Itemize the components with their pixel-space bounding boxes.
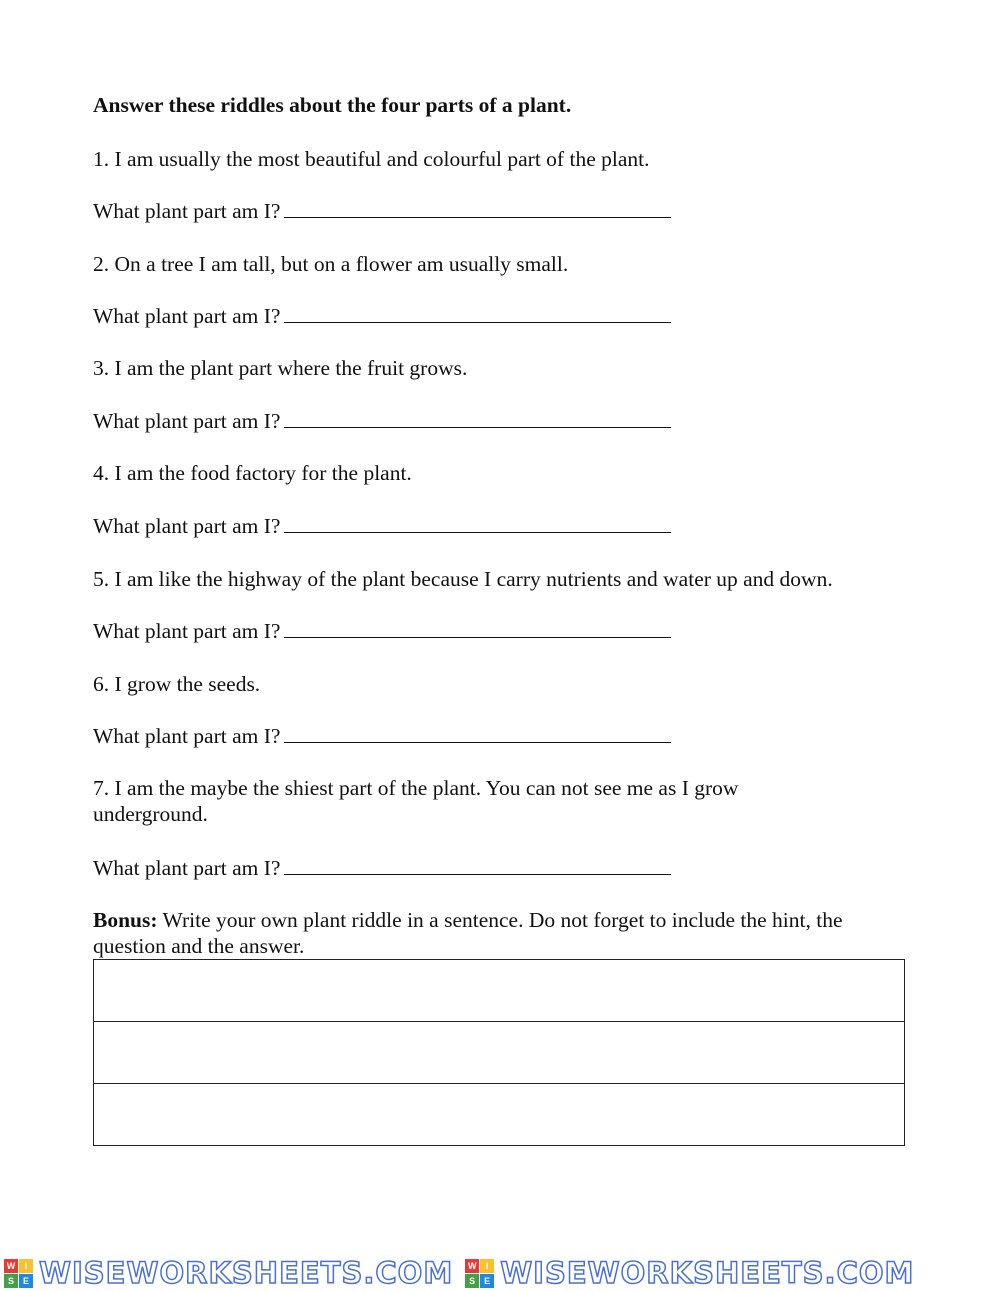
- logo-tile: S: [465, 1274, 479, 1288]
- answer-prompt: What plant part am I?: [93, 619, 281, 643]
- answer-line-5: [93, 618, 671, 644]
- riddle-7: 7. I am the maybe the shiest part of the plant. You can not see me as I grow underground.: [93, 776, 739, 826]
- bonus-text: Write your own plant riddle in a sentence. Do not forget to include the hint, the question and the answer.: [93, 908, 843, 958]
- worksheet-title: Answer these riddles about the four parts of a plant.: [93, 93, 572, 117]
- answer-prompt: What plant part am I?: [93, 514, 281, 538]
- answer-prompt: What plant part am I?: [93, 199, 281, 223]
- answer-prompt: What plant part am I?: [93, 409, 281, 433]
- answer-line-1: [93, 198, 671, 224]
- logo-tile: W: [4, 1259, 18, 1273]
- answer-prompt: What plant part am I?: [93, 724, 281, 748]
- bonus-answer-row-3[interactable]: [94, 1084, 904, 1145]
- riddle-4: 4. I am the food factory for the plant.: [93, 461, 412, 485]
- answer-line-4: [93, 513, 671, 539]
- answer-prompt: What plant part am I?: [93, 856, 281, 880]
- logo-tile: S: [4, 1274, 18, 1288]
- riddle-6: 6. I grow the seeds.: [93, 672, 261, 696]
- bonus-instructions: [93, 907, 905, 959]
- bonus-label: Bonus:: [93, 908, 158, 932]
- brand-text: WISEWORKSHEETS.COM: [39, 1256, 454, 1290]
- answer-prompt: What plant part am I?: [93, 304, 281, 328]
- brand-watermark: [461, 1256, 914, 1290]
- brand-text: WISEWORKSHEETS.COM: [500, 1256, 915, 1290]
- answer-blank-2[interactable]: [284, 304, 671, 323]
- riddle-3: 3. I am the plant part where the fruit grows.: [93, 356, 468, 380]
- riddle-5: 5. I am like the highway of the plant because I carry nutrients and water up and down.: [93, 567, 833, 591]
- bonus-answer-row-2[interactable]: [94, 1022, 904, 1084]
- answer-blank-4[interactable]: [284, 514, 671, 533]
- logo-tile: W: [465, 1259, 479, 1273]
- bonus-answer-box: [93, 959, 905, 1146]
- brand-logo-icon: [4, 1259, 33, 1288]
- answer-blank-7[interactable]: [284, 856, 671, 875]
- brand-logo-icon: [465, 1259, 494, 1288]
- footer-watermark: [0, 1255, 1000, 1291]
- answer-blank-3[interactable]: [284, 409, 671, 428]
- answer-blank-6[interactable]: [284, 724, 671, 743]
- answer-blank-5[interactable]: [284, 619, 671, 638]
- riddle-1: 1. I am usually the most beautiful and colourful part of the plant.: [93, 147, 650, 171]
- logo-tile: E: [19, 1274, 33, 1288]
- bonus-answer-row-1[interactable]: [94, 960, 904, 1022]
- answer-line-2: [93, 303, 671, 329]
- answer-line-3: [93, 408, 671, 434]
- answer-blank-1[interactable]: [284, 199, 671, 218]
- answer-line-7: [93, 855, 671, 881]
- logo-tile: I: [480, 1259, 494, 1273]
- logo-tile: I: [19, 1259, 33, 1273]
- brand-watermark: [0, 1256, 453, 1290]
- answer-line-6: [93, 723, 671, 749]
- logo-tile: E: [480, 1274, 494, 1288]
- riddle-2: 2. On a tree I am tall, but on a flower am usually small.: [93, 252, 569, 276]
